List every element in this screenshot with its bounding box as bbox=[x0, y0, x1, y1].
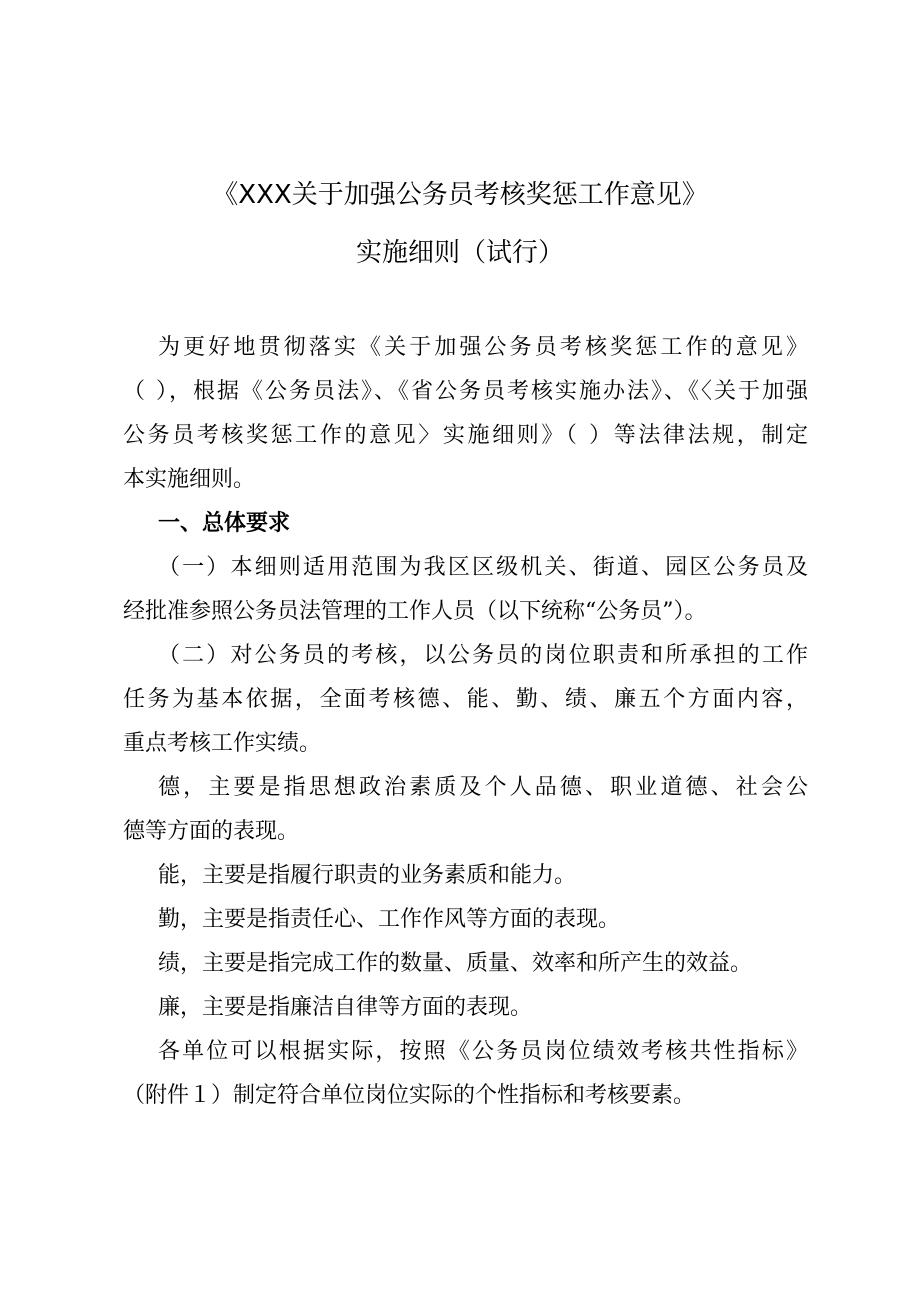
neng-line: 能，主要是指履行职责的业务素质和能力。 bbox=[158, 863, 577, 888]
item-2-line-1: （二）对公务员的考核，以公务员的岗位职责和所承担的工作 bbox=[158, 643, 808, 668]
item-2-line-3: 重点考核工作实绩。 bbox=[123, 731, 322, 756]
closing-line-1: 各单位可以根据实际，按照《公务员岗位绩效考核共性指标》 bbox=[158, 1039, 808, 1064]
document-subtitle: 实施细则（试行） bbox=[355, 238, 564, 268]
item-1-line-2: 经批准参照公务员法管理的工作人员（以下统称“公务员”）。 bbox=[123, 599, 707, 624]
paragraph-intro-line-1: 为更好地贯彻落实《关于加强公务员考核奖惩工作的意见》 bbox=[158, 335, 808, 360]
qin-line: 勤，主要是指责任心、工作作风等方面的表现。 bbox=[158, 907, 621, 932]
closing-line-2: （附件１）制定符合单位岗位实际的个性指标和考核要素。 bbox=[123, 1083, 696, 1108]
paragraph-intro-line-4: 本实施细则。 bbox=[123, 467, 256, 492]
ji-line: 绩，主要是指完成工作的数量、质量、效率和所产生的效益。 bbox=[158, 951, 753, 976]
de-line-1: 德，主要是指思想政治素质及个人品德、职业道德、社会公 bbox=[158, 775, 808, 800]
item-1-line-1: （一）本细则适用范围为我区区级机关、街道、园区公务员及 bbox=[158, 555, 808, 580]
document-title: 《XXX关于加强公务员考核奖惩工作意见》 bbox=[212, 180, 708, 210]
paragraph-intro-line-3: 公务员考核奖惩工作的意见〉实施细则》（ ）等法律法规，制定 bbox=[123, 423, 808, 448]
lian-line: 廉，主要是指廉洁自律等方面的表现。 bbox=[158, 995, 533, 1020]
paragraph-intro-line-2: （ ），根据《公务员法》、《省公务员考核实施办法》、《〈关于加强 bbox=[123, 379, 808, 404]
item-2-line-2: 任务为基本依据，全面考核德、能、勤、绩、廉五个方面内容， bbox=[123, 687, 808, 712]
section-heading: 一、总体要求 bbox=[158, 511, 291, 536]
de-line-2: 德等方面的表现。 bbox=[123, 819, 300, 844]
